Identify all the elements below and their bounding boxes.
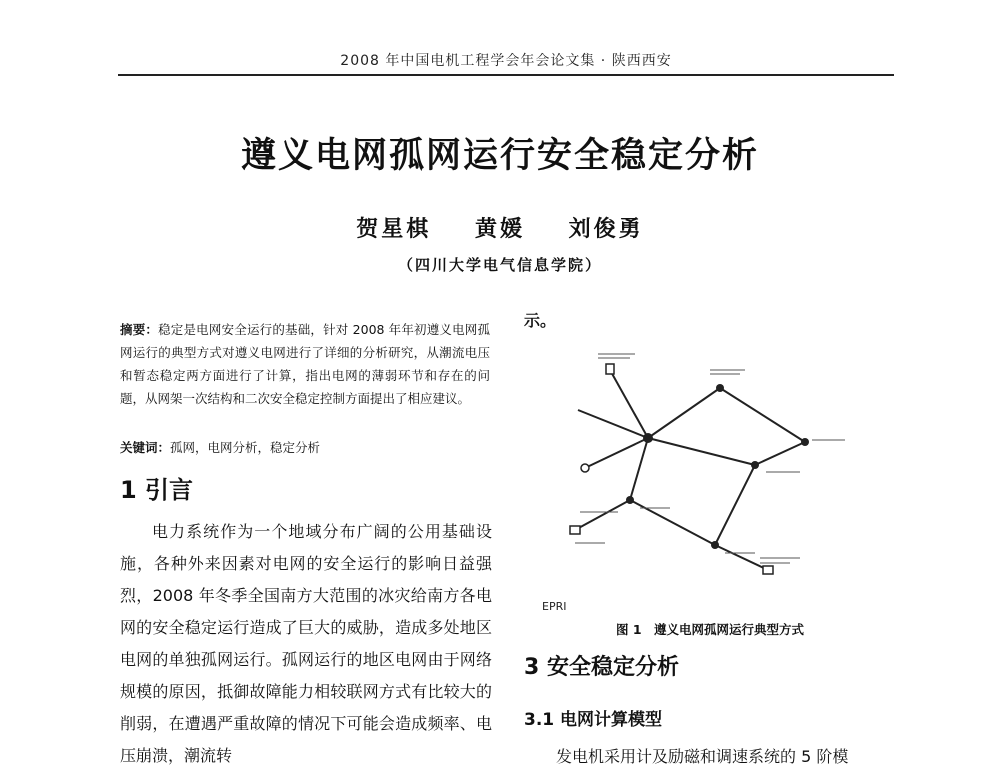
substation-node (606, 364, 614, 374)
edge (715, 465, 755, 545)
abstract (120, 318, 490, 410)
section-3-1-heading: 3.1 电网计算模型 (524, 710, 663, 730)
edge (578, 410, 648, 438)
section-3-heading: 3 安全稳定分析 (524, 655, 679, 680)
section-3-1-body: 发电机采用计及励磁和调速系统的 5 阶模 (556, 747, 849, 766)
keywords-text: 孤网，电网分析，稳定分析 (170, 440, 321, 455)
author-3: 刘俊勇 (568, 216, 644, 242)
author-list (0, 212, 1000, 243)
author-1: 贺星棋 (356, 216, 432, 242)
bus-node (711, 541, 719, 549)
paper-title: 遵义电网孤网运行安全稳定分析 (240, 136, 759, 176)
section-1-paragraph: 电力系统作为一个地域分布广阔的公用基础设施，各种外来因素对电网的安全运行的影响日益强烈，2008 年冬季全国南方大范围的冰灾给南方各电网的安全稳定运行造成了巨大的威胁，造成多处地区电网的单独孤网运行。孤网运行的地区电网由于网络规模的原因，抵御故障能力相较联网方式有比较大的削弱，在遭遇严重故障的情况下可能会造成频率、电压崩溃，潮流转 (120, 522, 492, 765)
substation-node (763, 566, 773, 574)
header-rule (118, 74, 894, 76)
bus-node (643, 433, 653, 443)
edge (610, 370, 648, 438)
bus-node (751, 461, 759, 469)
figure-caption: 图 1 遵义电网孤网运行典型方式 (615, 622, 805, 637)
abstract-label: 摘要： (120, 322, 159, 337)
edge (648, 388, 720, 438)
running-head: 2008 年中国电机工程学会年会论文集 · 陕西西安 (340, 53, 672, 69)
edge (720, 388, 805, 442)
edge (648, 438, 755, 465)
section-1-body (120, 516, 492, 772)
section-1-heading: 1 引言 (120, 476, 194, 504)
keywords (120, 438, 490, 456)
bus-node (626, 496, 634, 504)
author-2: 黄媛 (474, 216, 525, 242)
edge (630, 500, 715, 545)
continuation-text: 示。 (524, 311, 557, 330)
bus-node (716, 384, 724, 392)
keywords-label: 关键词： (120, 440, 171, 455)
grid-network-figure (530, 340, 875, 610)
edge (630, 438, 648, 500)
edge (585, 438, 648, 468)
affiliation: （四川大学电气信息学院） (397, 256, 602, 274)
edge (755, 442, 805, 465)
epri-label: EPRI (542, 600, 567, 610)
abstract-text: 稳定是电网安全运行的基础，针对 2008 年年初遵义电网孤网运行的典型方式对遵义电网进行了详细的分析研究，从潮流电压和暂态稳定两方面进行了计算，指出电网的薄弱环节和存在的问题，从网架一次结构和二次安全稳定控制方面提出了相应建议。 (120, 322, 490, 406)
edge (575, 500, 630, 530)
generator-node (581, 464, 589, 472)
bus-node (801, 438, 809, 446)
substation-node (570, 526, 580, 534)
